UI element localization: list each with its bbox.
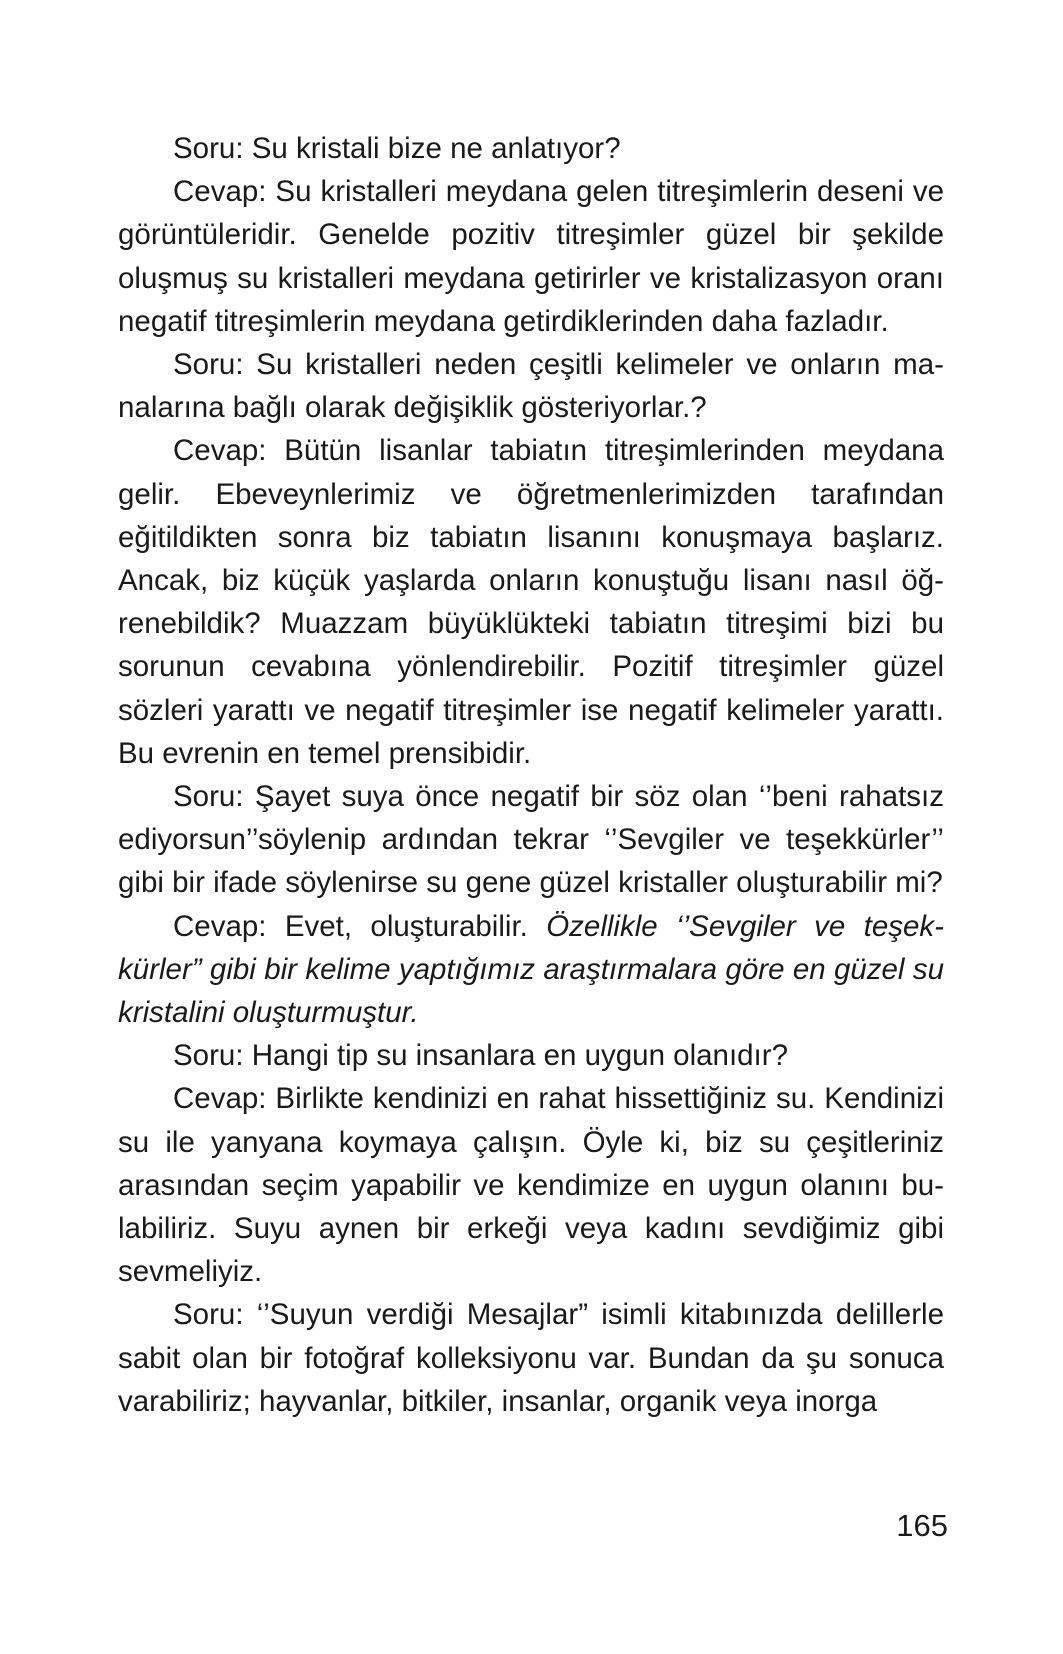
paragraph-question-3: Soru: Şayet suya önce negatif bir söz olan ‘’beni rahatsız ediyorsun’’söylenip ardından tekrar ‘’Sevgiler ve teşekkürler’’ gibi bir ifade söylenirse su gene güzel kristaller oluşturabilir mi? xyxy=(118,780,944,900)
paragraph-question-2: Soru: Su kristalleri neden çeşitli kelimeler ve onların manalarına bağlı olarak değişiklik gösteriyorlar.? xyxy=(118,348,944,425)
paragraph-answer-2: Cevap: Bütün lisanlar tabiatın titreşimlerinden meydana gelir. Ebeveynlerimiz ve öğretmenlerimizden tarafından eğitildikten sonra biz tabiatın lisanını konuşmaya başlarız. Ancak, biz küçük yaşlarda onların konuştuğu lisanı nasıl öğrenebildik? Muazzam büyüklükteki tabiatın titreşimi bizi bu sorunun cevabına yönlendirebilir. Pozitif titreşimler güzel sözleri yarattı ve negatif titreşimler ise negatif kelimeler yarattı. Bu evrenin en temel prensibidir. xyxy=(118,434,944,770)
paragraph-question-4: Soru: Hangi tip su insanlara en uygun olanıdır? xyxy=(173,1039,788,1073)
body-text xyxy=(118,127,944,1423)
italic-emphasis: Özellikle ‘’Sevgiler ve teşekkürler” gibi bir kelime yaptığımız araştırmalara göre en güzel su kristalini oluşturmuştur. xyxy=(118,909,944,1030)
paragraph-question-5: Soru: ‘’Suyun verdiği Mesajlar” isimli kitabınızda delillerle sabit olan bir fotoğraf kolleksiyonu var. Bundan da şu sonuca varabiliriz; hayvanlar, bitkiler, insanlar, organik veya inorga xyxy=(118,1298,944,1418)
paragraph-answer-1: Cevap: Su kristalleri meydana gelen titreşimlerin deseni ve görüntüleridir. Genelde pozitiv titreşimler güzel bir şekilde oluşmuş su kristalleri meydana getirirler ve kristalizasyon oranı negatif titreşimlerin meydana getirdiklerinden daha fazladır. xyxy=(118,175,944,338)
paragraph-answer-3: Cevap: Evet, oluşturabilir. Özellikle ‘’Sevgiler ve teşekkürler” gibi bir kelime yaptığımız araştırmalara göre en güzel su kristalini oluşturmuştur. xyxy=(118,909,944,1030)
paragraph-question-1: Soru: Su kristali bize ne anlatıyor? xyxy=(173,132,621,165)
paragraph-answer-4: Cevap: Birlikte kendinizi en rahat hissettiğiniz su. Kendinizi su ile yanyana koymaya çalışın. Öyle ki, biz su çeşitleriniz arasından seçim yapabilir ve kendimize en uygun olanını bulabiliriz. Suyu aynen bir erkeği veya kadını sevdiğimiz gibi sevmeliyiz. xyxy=(118,1082,944,1289)
page-number: 165 xyxy=(896,1508,948,1543)
